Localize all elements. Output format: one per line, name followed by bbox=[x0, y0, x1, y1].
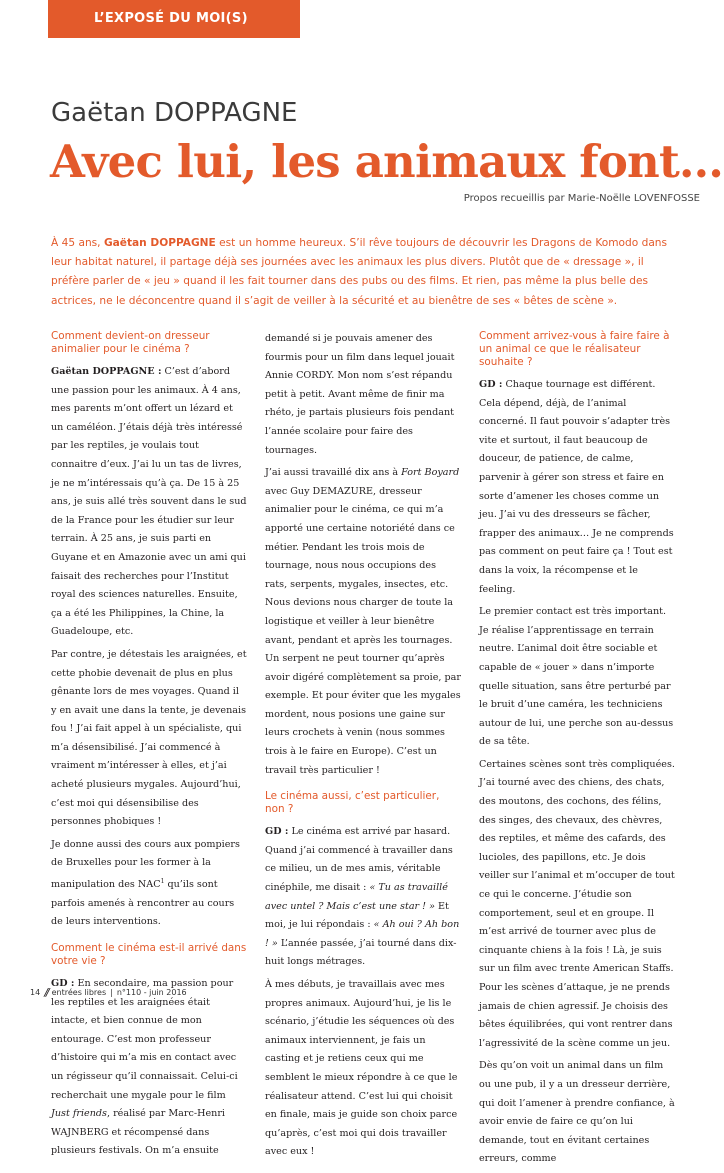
speaker-label: GD : bbox=[51, 978, 75, 989]
answer-text: Chaque tournage est différent. Cela dépend, déjà, de l’animal concerné. Il faut pouvoir s’adapter très vite et surtout, il faut beaucoup de douceur, de patience, de calme, parvenir à gérer son stress et faire en sorte d’amener les choses comme un jeu. J’ai vu des dresseurs se fâcher, frapper des animaux… Je ne comprends pas comment on peut faire ça ! Tout est dans la voix, la récompense et le feeling. bbox=[479, 379, 674, 595]
question-heading: Comment le cinéma est-il arrivé dans votre vie ? bbox=[51, 942, 247, 967]
speaker-label: GD : bbox=[265, 826, 289, 838]
answer-paragraph: Dès qu’on voit un animal dans un film ou une pub, il y a un dresseur derrière, qui doit l’amener à prendre confiance, à avoir envie de faire ce qu’on lui demande, tout en évitant certaines erreurs, comme bbox=[479, 1060, 675, 1165]
speaker-label: Gaëtan DOPPAGNE : bbox=[51, 366, 162, 377]
intro-text: est un homme heureux. S’il rêve toujours de découvrir les Dragons de Komodo dans leur habitat naturel, il partage déjà ses journées avec les animaux les plus divers. Plutôt que de « dressage », il préfère parler de « jeu » quand il les fait tourner dans des pubs ou des films. Et rien, pas même la plus belle des actrices, ne le déconcentre quand il s’agit de veiller à la sécurité et au bienêtre de ses « bêtes de scène ». bbox=[51, 237, 668, 307]
answer-text: Le cinéma est arrivé par hasard. Quand j’ai commencé à travailler dans ce milieu, un de mes amis, véritable cinéphile, me disait : bbox=[265, 826, 453, 894]
page-footer bbox=[30, 986, 187, 999]
question-heading: Comment devient-on dresseur animalier pour le cinéma ? bbox=[51, 330, 210, 355]
answer-text: Et moi, je lui répondais : bbox=[265, 900, 449, 931]
answer-text: qu’ils sont parfois amenés à rencontrer au cours de leurs interventions. bbox=[51, 879, 235, 928]
answer-text: En secondaire, ma passion pour les reptiles et les araignées était intacte, et bien connue de mon entourage. C’est mon professeur d’histoire qui m’a mis en contact avec un régisseur qu’il connaissait. Celui-ci recherchait une mygale pour le film bbox=[51, 978, 238, 1101]
author-name: Gaëtan DOPPAGNE bbox=[51, 98, 298, 128]
article-intro bbox=[51, 234, 675, 311]
show-title: Fort Boyard bbox=[401, 467, 460, 479]
article-headline: Avec lui, les animaux font… bbox=[50, 135, 724, 188]
intro-name: Gaëtan DOPPAGNE bbox=[103, 237, 216, 249]
quote-text: « Ah oui ? Ah bon ! » bbox=[265, 919, 460, 949]
answer-text: J’ai aussi travaillé dix ans à bbox=[265, 467, 402, 479]
film-title: Just friends bbox=[51, 1108, 107, 1120]
answer-paragraph bbox=[479, 376, 677, 599]
answer-paragraph bbox=[51, 975, 247, 1161]
speaker-label: GD : bbox=[479, 379, 503, 390]
question-heading: Comment arrivez-vous à faire faire à un animal ce que le réalisateur souhaite ? bbox=[479, 330, 670, 368]
intro-lead: À 45 ans, bbox=[51, 237, 101, 249]
answer-text: L’année passée, j’ai tourné dans dix-huit longs métrages. bbox=[265, 937, 457, 968]
answer-text: , réalisé par Marc-Henri WAJNBERG et récompensé dans plusieurs festivals. On m’a ensuite bbox=[51, 1108, 225, 1157]
column-2 bbox=[265, 330, 461, 1166]
issue-info: n°110 - juin 2016 bbox=[116, 988, 187, 997]
footer-separator: | bbox=[110, 988, 113, 997]
answer-paragraph bbox=[265, 823, 461, 972]
answer-text: C’est d’abord une passion pour les animaux. À 4 ans, mes parents m’ont offert un lézard et un caméléon. J’étais déjà très intéressé par les reptiles, je voulais tout connaitre d’eux. J’ai lu un tas de livres, je ne m’intéressais qu’à ça. De 15 à 25 ans, je suis allé très souvent dans le sud de la France pour les étudier sur leur terrain. À 25 ans, je suis parti en Guyane et en Amazonie avec un ami qui faisait des recherches pour l’Institut royal des sciences naturelles. Ensuite, ça a été les Philippines, la Chine, la Guadeloupe, etc. bbox=[51, 366, 247, 638]
magazine-name: entrées libres bbox=[51, 988, 107, 997]
column-3 bbox=[479, 330, 677, 1173]
answer-paragraph: Le premier contact est très important. Je réalise l’apprentissage en terrain neutre. L’animal doit être sociable et capable de « jouer » dans n’importe quelle situation, sans être perturbé par le bruit d’une caméra, les techniciens autour de lui, une perche son au-dessus de sa tête. bbox=[479, 606, 674, 748]
interview-credit: Propos recueillis par Marie-Noëlle LOVENFOSSE bbox=[463, 193, 700, 204]
question-heading: Le cinéma aussi, c’est particulier, non ? bbox=[265, 790, 440, 816]
section-rubric: L’EXPOSÉ DU MOI(S) bbox=[48, 0, 300, 38]
answer-paragraph: demandé si je pouvais amener des fourmis pour un film dans lequel jouait Annie CORDY. Mon nom s’est répandu petit à petit. Avant même de finir ma rhéto, je partais plusieurs fois pendant l’année scolaire pour faire des tournages. bbox=[265, 333, 455, 456]
answer-paragraph bbox=[51, 363, 247, 642]
footnote-marker: 1 bbox=[160, 878, 165, 886]
column-1 bbox=[51, 330, 247, 1165]
answer-paragraph: À mes débuts, je travaillais avec mes propres animaux. Aujourd’hui, je lis le scénario, j’étudie les séquences où des animaux interviennent, je fais un casting et je retiens ceux qui me semblent le mieux répondre à ce que le réalisateur attend. C’est lui qui choisit en finale, mais je guide son choix parce qu’après, c’est moi qui dois travailler avec eux ! bbox=[265, 979, 458, 1158]
slash-glyph: // bbox=[44, 986, 48, 999]
answer-paragraph bbox=[265, 464, 461, 780]
answer-paragraph bbox=[51, 836, 247, 932]
page-number: 14 bbox=[30, 988, 41, 997]
answer-text: avec Guy DEMAZURE, dresseur animalier pour le cinéma, ce qui m’a apporté une certaine notoriété dans ce métier. Pendant les trois mois de tournage, nous nous occupions des rats, serpents, mygales, insectes, etc. Nous devions nous charger de toute la logistique et veiller à leur bienêtre avant, pendant et après les tournages. Un serpent ne peut tourner qu’après avoir digéré complètement sa proie, par exemple. Et pour éviter que les mygales mordent, nous posions une gaine sur leurs crochets à venin (nous sommes trois à le faire en Europe). C’est un travail très particulier ! bbox=[265, 485, 461, 776]
answer-paragraph: Par contre, je détestais les araignées, et cette phobie devenait de plus en plus gênante lors de mes voyages. Quand il y en avait une dans la tente, je devenais fou ! J’ai fait appel à un spécialiste, qui m’a désensibilisé. J’ai commencé à vraiment m’intéresser à elles, et j’ai acheté plusieurs mygales. Aujourd’hui, c’est moi qui désensibilise des personnes phobiques ! bbox=[51, 648, 247, 828]
quote-text: « Tu as travaillé avec untel ? Mais c’est une star ! » bbox=[265, 882, 448, 912]
answer-paragraph: Certaines scènes sont très compliquées. J’ai tourné avec des chiens, des chats, des moutons, des cochons, des félins, des singes, des chevaux, des chèvres, des reptiles, et même des cafards, des lucioles, des papillons, etc. Je dois veiller sur l’animal et m’occuper de tout ce qui le concerne. J’étudie son comportement, seul et en groupe. Il m’est arrivé de tourner avec plus de cinquante chiens à la fois ! Là, je suis sur un film avec trente American Staffs. Pour les scènes d’attaque, je ne prends jamais de chien agressif. Je choisis des bêtes équilibrées, qui vont rentrer dans l’agressivité de la scène comme un jeu. bbox=[479, 758, 675, 1049]
answer-text: Je donne aussi des cours aux pompiers de Bruxelles pour les former à la manipulation des NAC bbox=[51, 838, 240, 891]
